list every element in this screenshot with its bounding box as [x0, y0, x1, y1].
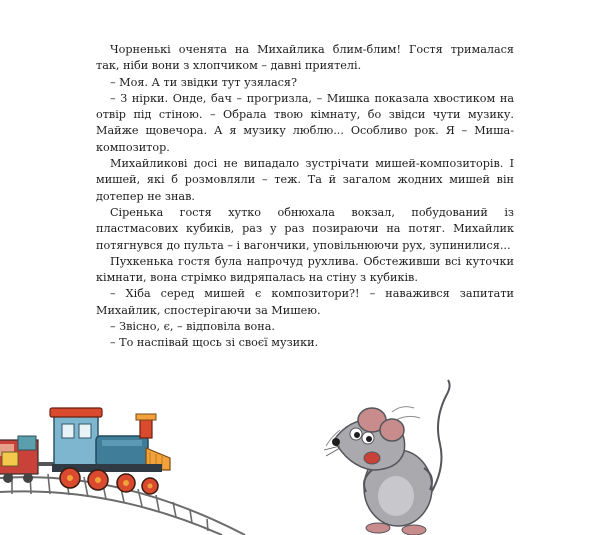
- paragraph: – З нірки. Онде, бач – прогризла, – Мишка показала хвостиком на отвір під стіною. – Обрала твою кімнату, бо звідси чути музику. Майже щовечора. А я музику люблю... Особливо рок. Я – Миша-композитор.: [96, 91, 514, 154]
- mouse-head: [324, 408, 405, 470]
- paragraph: Михайликові досі не випадало зустрічати мишей-композиторів. І мишей, які б розмовляли – теж. Та й загалом жодних мишей він дотепер не знав.: [96, 157, 514, 203]
- paragraph: Чорненькі оченята на Михайлика блим-блим! Гостя трималася так, ніби вони з хлопчиком – давні приятелі.: [96, 43, 514, 73]
- paragraph: – Моя. А ти звідки тут узялася?: [110, 75, 297, 89]
- paragraph: Пухкенька гостя була напрочуд рухлива. Обстеживши всі куточки кімнати, вона стрімко видряпалась на стіну з кубиків.: [96, 254, 514, 285]
- paragraph: – Звісно, є, – відповіла вона.: [110, 320, 275, 334]
- paragraph: – Хіба серед мишей є композитори?! – наважився запитати Михайлик, спостерігаючи за Мишею.: [96, 287, 514, 317]
- paragraph: – То наспівай щось зі своєї музики.: [110, 336, 319, 350]
- paragraph: Сіренька гостя хутко обнюхала вокзал, побудований із пластмасових кубиків, раз у раз позираючи на потяг. Михайлик потягнувся до пульта – і вагончики, уповільнюючи рух, зупинилися...: [96, 205, 514, 252]
